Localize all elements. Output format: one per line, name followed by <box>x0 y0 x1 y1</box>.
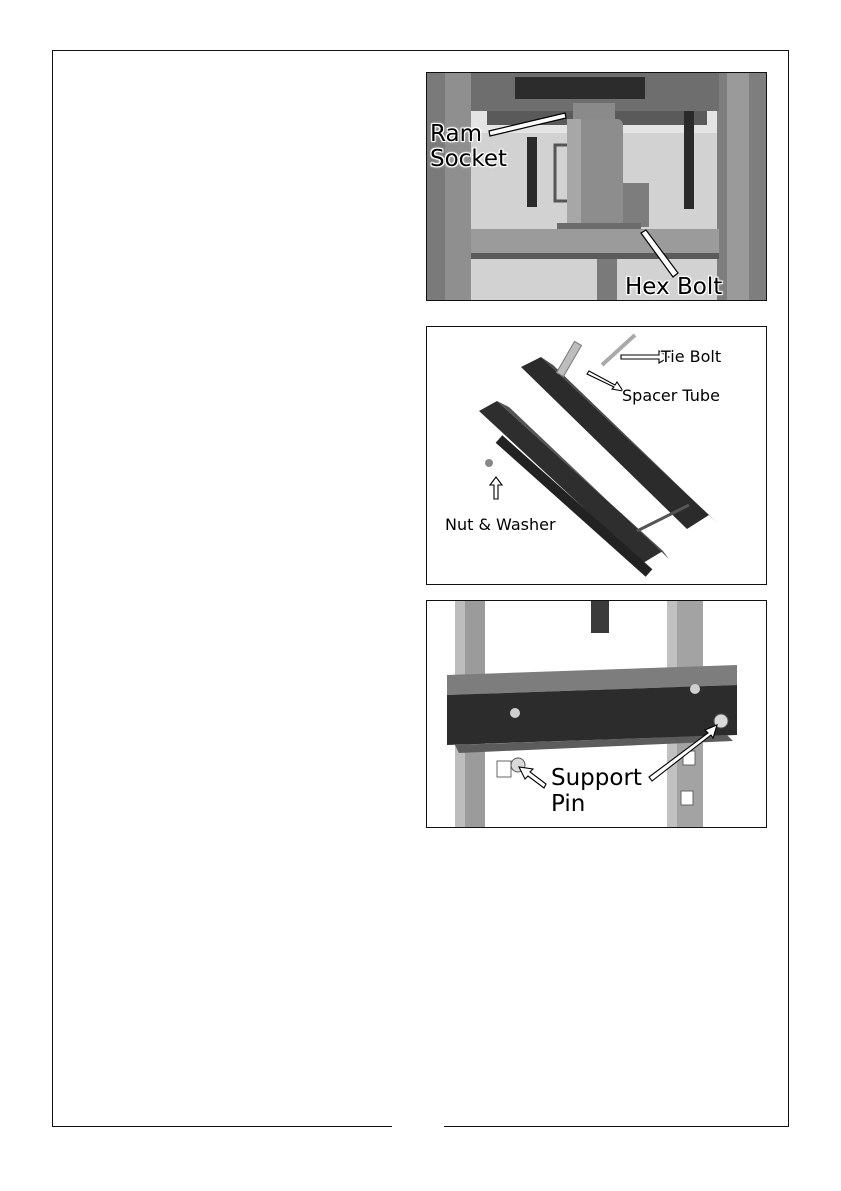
support-pin-label-line2: Pin <box>551 791 586 817</box>
figure-ram-socket <box>426 72 767 301</box>
tie-bolt-label: Tie Bolt <box>661 347 722 366</box>
figure-support-pin <box>426 600 767 828</box>
page-frame-bottom-left <box>52 1126 392 1127</box>
support-pin-label-line1: Support <box>551 765 642 791</box>
figure-tie-bolt <box>426 326 767 585</box>
support-pin-photo <box>427 601 766 827</box>
page-frame-left <box>52 50 53 1127</box>
ram-socket-photo <box>427 73 766 300</box>
ram-socket-label-line1: Ram <box>430 121 482 147</box>
page-frame-bottom-right <box>444 1126 789 1127</box>
page-frame-top <box>52 50 789 51</box>
hex-bolt-label: Hex Bolt <box>625 274 723 300</box>
nut-washer-label: Nut & Washer <box>445 515 556 534</box>
ram-socket-label-line2: Socket <box>430 146 507 172</box>
spacer-tube-label: Spacer Tube <box>622 386 720 405</box>
page-frame-right <box>788 50 789 1127</box>
